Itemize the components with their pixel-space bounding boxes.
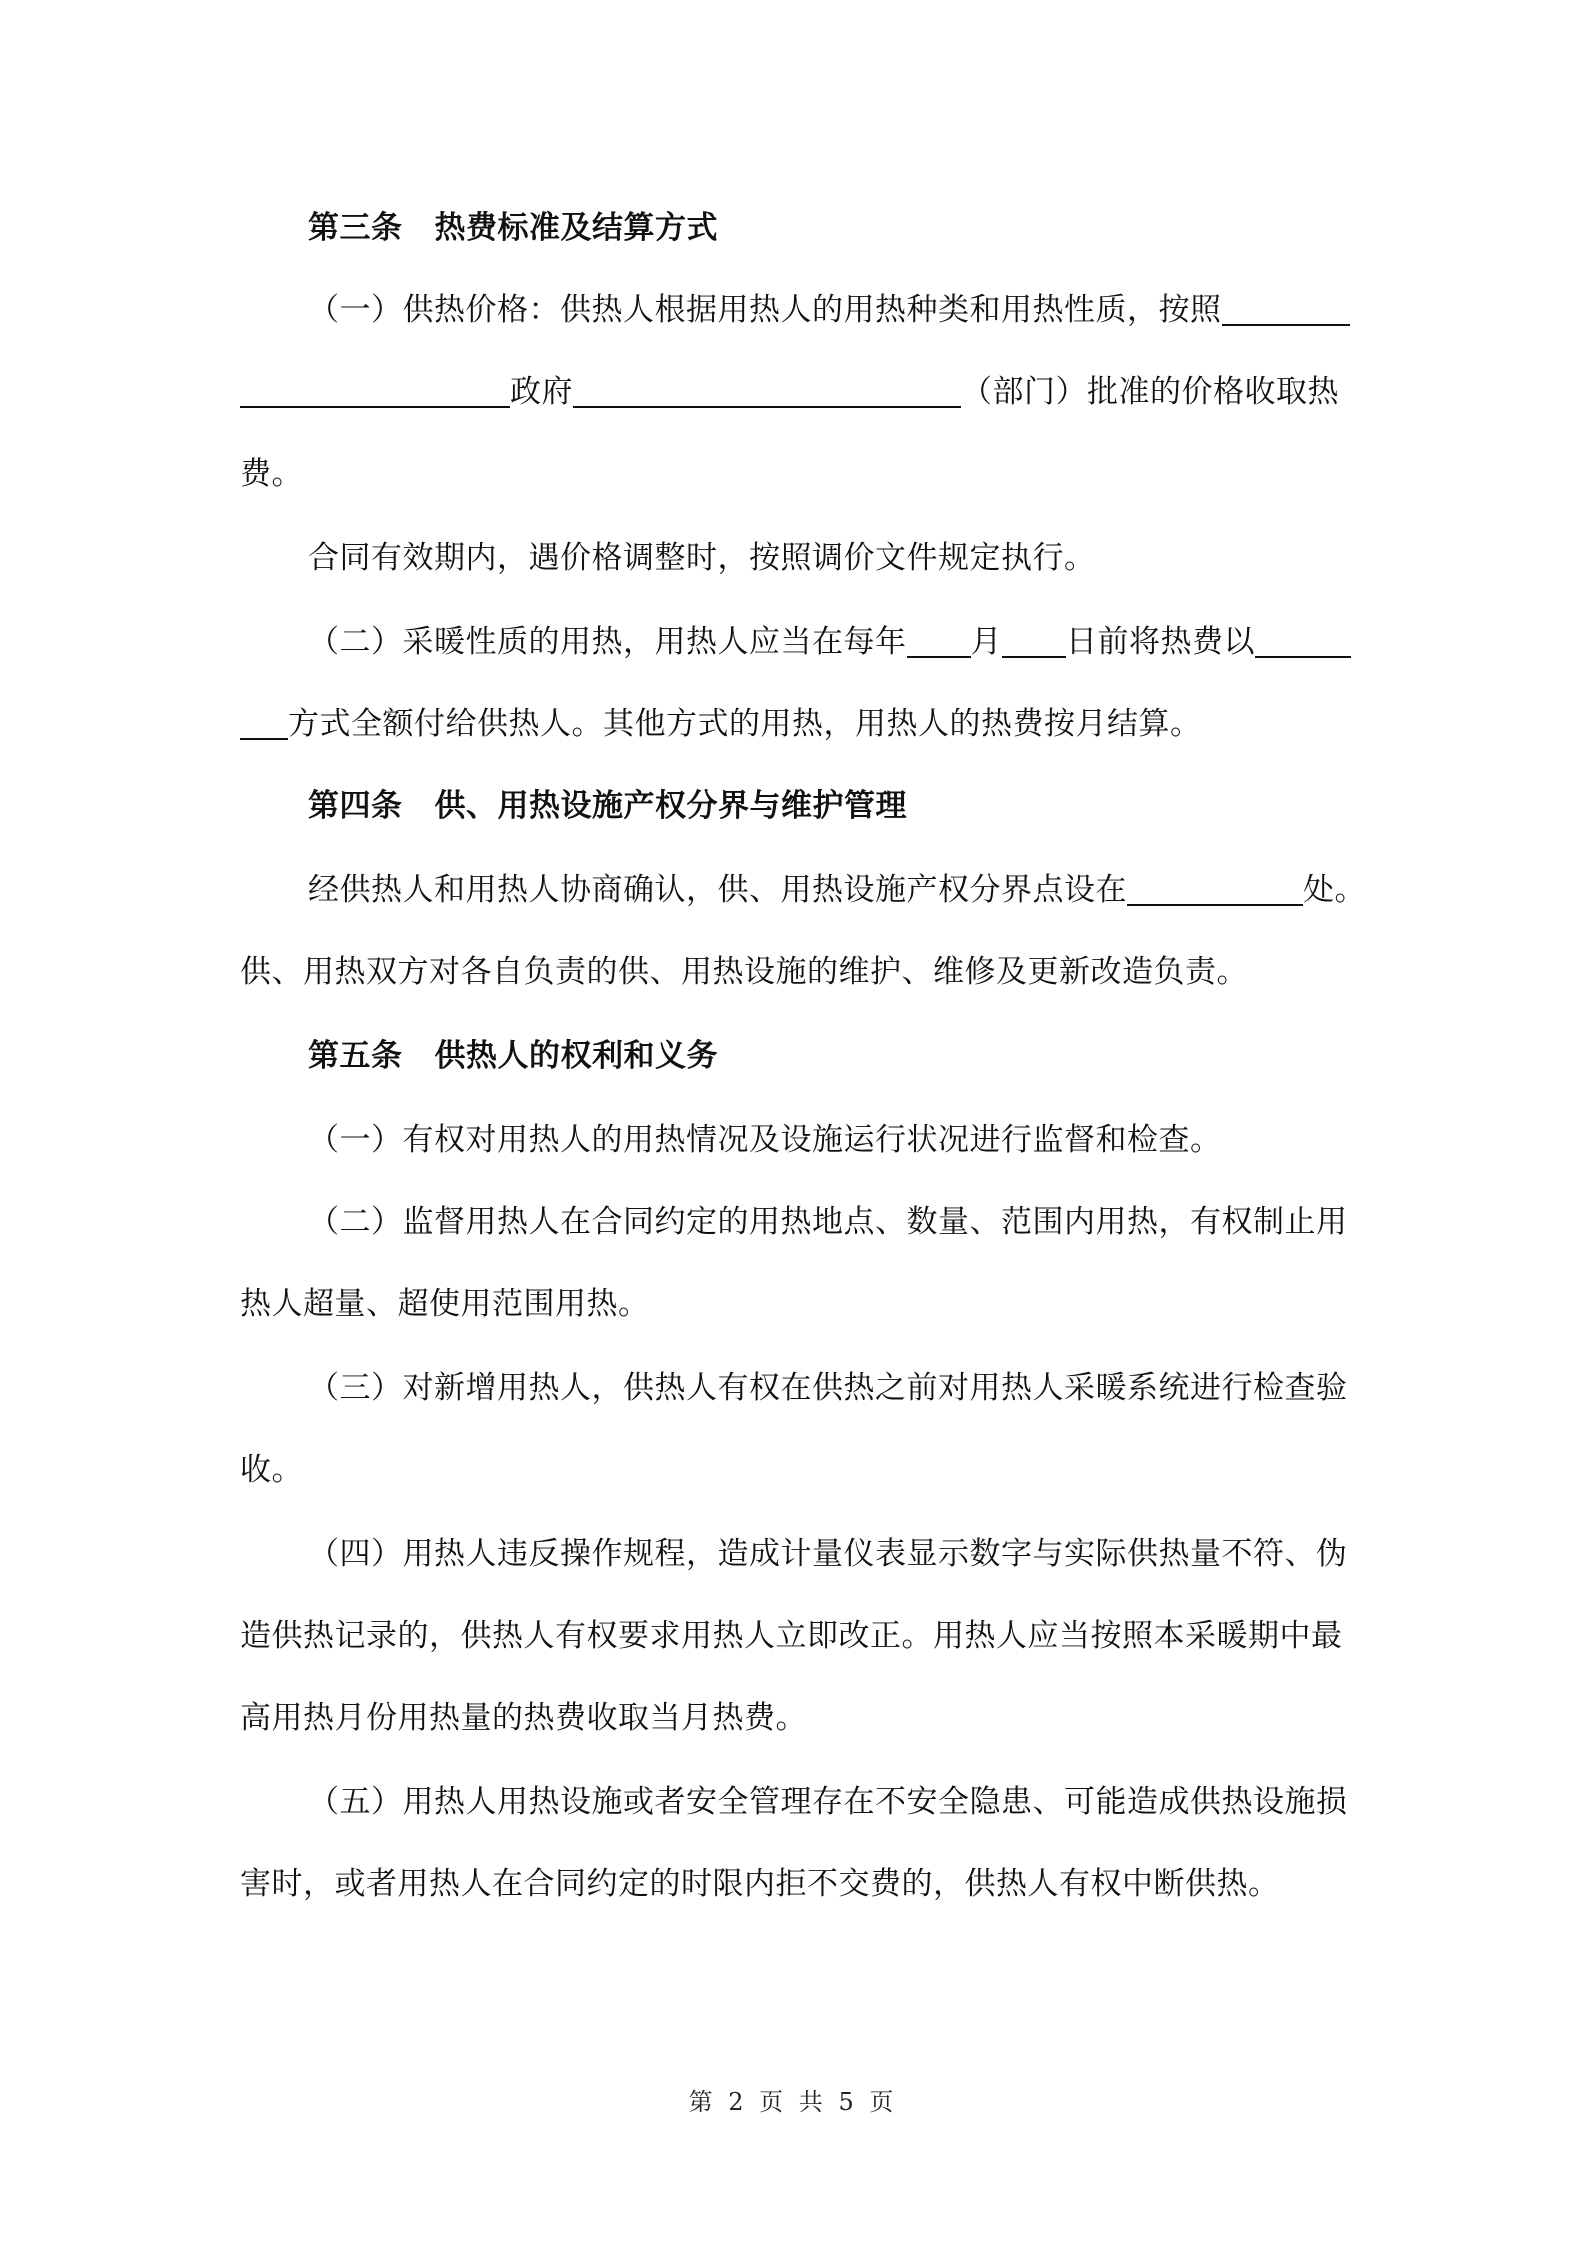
article3-number: 第三条 xyxy=(308,210,403,246)
blank-field xyxy=(1222,290,1350,326)
article3-item2-text: （二）采暖性质的用热，用热人应当在每年 xyxy=(308,624,907,660)
article4-para-line1 xyxy=(308,868,1428,912)
article5-item5-line1 xyxy=(308,1780,1428,1824)
blank-field xyxy=(573,372,961,408)
article5-item4-line1 xyxy=(308,1532,1428,1576)
article5-item4-line3 xyxy=(240,1696,1360,1740)
article5-item3-text: （三）对新增用热人，供热人有权在供热之前对用热人采暖系统进行检查验 xyxy=(308,1370,1348,1406)
article3-item2-line1 xyxy=(308,620,1428,664)
article5-item1 xyxy=(308,1118,1428,1162)
article5-item4-text-cont: 造供热记录的，供热人有权要求用热人立即改正。用热人应当按照本采暖期中最 xyxy=(240,1618,1343,1654)
article5-item4-line2 xyxy=(240,1614,1360,1658)
article3-item2-line2 xyxy=(240,702,1360,746)
article5-item1-text: （一）有权对用热人的用热情况及设施运行状况进行监督和检查。 xyxy=(308,1122,1222,1158)
article5-item5-line2 xyxy=(240,1862,1360,1906)
article5-item3-text-cont: 收。 xyxy=(240,1452,303,1488)
article3-adjust-text: 合同有效期内，遇价格调整时，按照调价文件规定执行。 xyxy=(308,540,1096,576)
article4-para-text: 经供热人和用热人协商确认，供、用热设施产权分界点设在 xyxy=(308,872,1127,908)
blank-day xyxy=(1002,622,1066,658)
article4-para-line2 xyxy=(240,950,1360,994)
article5-title: 供热人的权利和义务 xyxy=(434,1038,718,1074)
article3-item1-line2 xyxy=(240,370,1360,414)
article3-item1-department: （部门）批准的价格收取热 xyxy=(961,374,1339,410)
article4-maintenance-text: 供、用热双方对各自负责的供、用热设施的维护、维修及更新改造负责。 xyxy=(240,954,1248,990)
article4-para-end: 处。 xyxy=(1303,872,1366,908)
article4-heading xyxy=(308,784,1428,828)
blank-field xyxy=(1127,870,1303,906)
article5-item2-line2 xyxy=(240,1282,1360,1326)
blank-field xyxy=(240,372,510,408)
article5-number: 第五条 xyxy=(308,1038,403,1074)
article4-title: 供、用热设施产权分界与维护管理 xyxy=(434,788,907,824)
blank-month xyxy=(907,622,971,658)
article5-item5-text-cont: 害时，或者用热人在合同约定的时限内拒不交费的，供热人有权中断供热。 xyxy=(240,1866,1280,1902)
article3-item1-line1 xyxy=(308,288,1428,332)
page-number-footer: 第 2 页 共 5 页 xyxy=(688,2088,898,2116)
article5-heading xyxy=(308,1034,1428,1078)
article5-item2-text-cont: 热人超量、超使用范围用热。 xyxy=(240,1286,650,1322)
article3-adjust xyxy=(308,536,1428,580)
article4-number: 第四条 xyxy=(308,788,403,824)
article3-title: 热费标准及结算方式 xyxy=(434,210,718,246)
article5-item3-line1 xyxy=(308,1366,1428,1410)
article5-item2-text: （二）监督用热人在合同约定的用热地点、数量、范围内用热，有权制止用 xyxy=(308,1204,1348,1240)
blank-field xyxy=(240,704,288,740)
article5-item4-text-end: 高用热月份用热量的热费收取当月热费。 xyxy=(240,1700,807,1736)
article3-heading xyxy=(308,206,1428,250)
article3-item1-text: （一）供热价格：供热人根据用热人的用热种类和用热性质，按照 xyxy=(308,292,1222,328)
article5-item3-line2 xyxy=(240,1448,1360,1492)
article3-item2-payment: 方式全额付给供热人。其他方式的用热，用热人的热费按月结算。 xyxy=(288,706,1202,742)
article5-item4-text: （四）用热人违反操作规程，造成计量仪表显示数字与实际供热量不符、伪 xyxy=(308,1536,1348,1572)
blank-field xyxy=(1255,622,1351,658)
article3-item1-government: 政府 xyxy=(510,374,573,410)
article3-item1-end: 费。 xyxy=(240,456,303,492)
article3-item1-line3 xyxy=(240,452,1360,496)
article3-item2-month: 月 xyxy=(970,624,1002,660)
article5-item2-line1 xyxy=(308,1200,1428,1244)
article5-item5-text: （五）用热人用热设施或者安全管理存在不安全隐患、可能造成供热设施损 xyxy=(308,1784,1348,1820)
article3-item2-day: 日前将热费以 xyxy=(1066,624,1255,660)
